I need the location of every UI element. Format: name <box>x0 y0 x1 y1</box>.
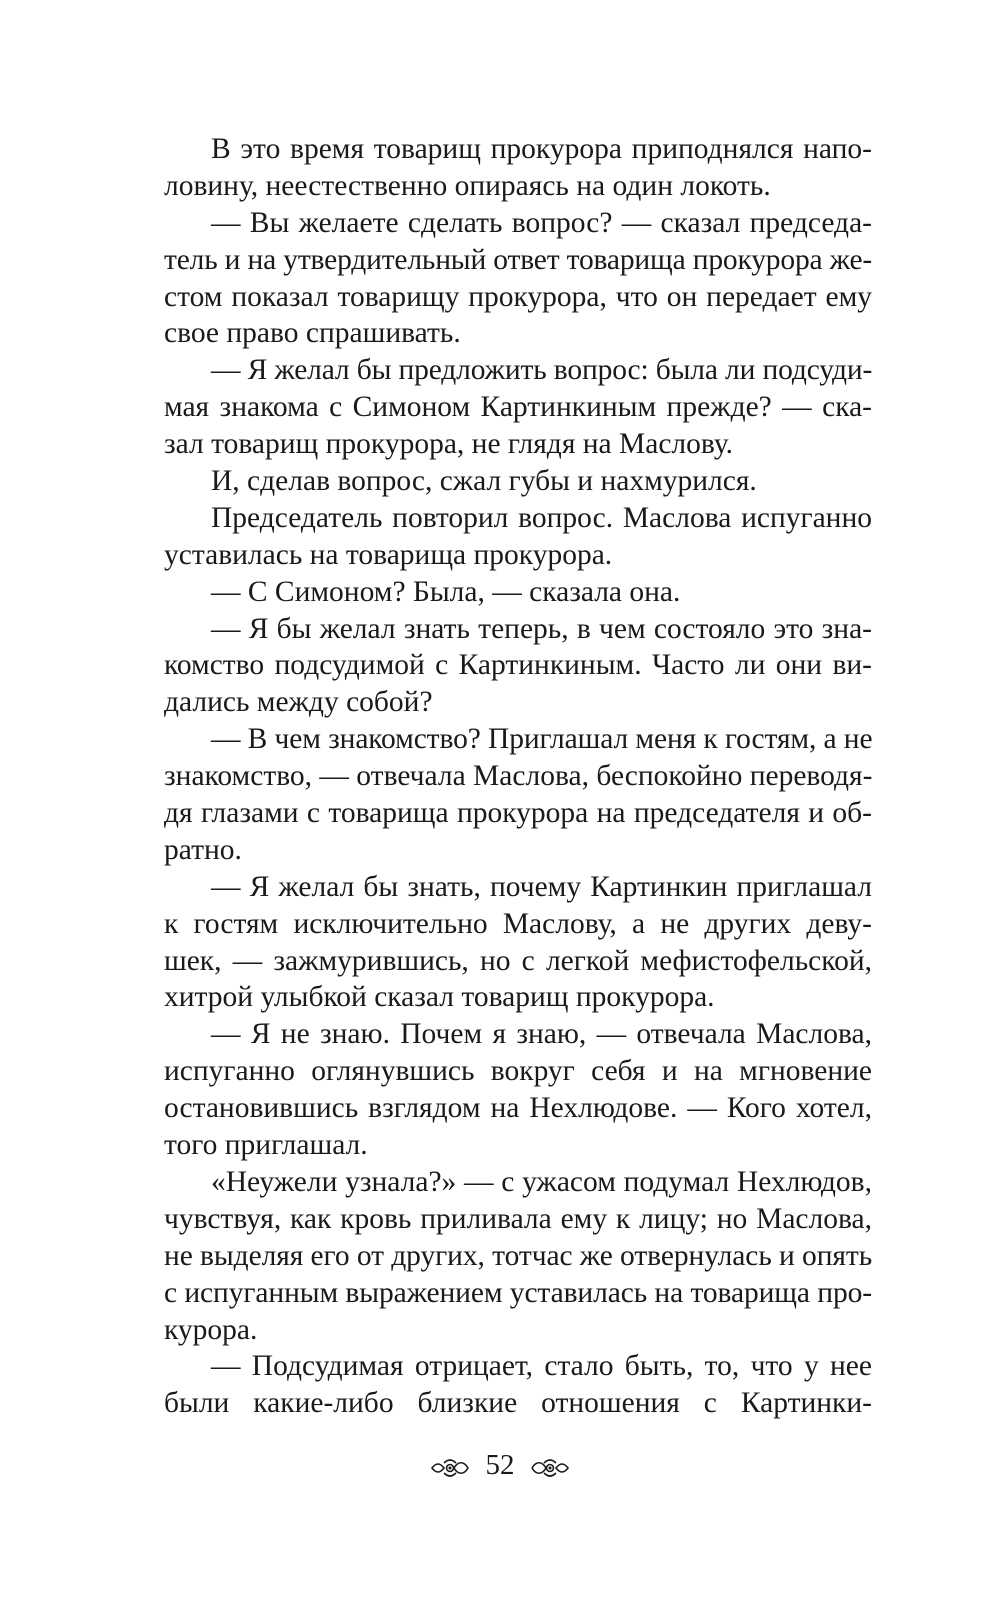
body-text <box>164 131 872 1422</box>
text-line: ратно. <box>164 833 242 866</box>
text-line: — В чем знакомство? Приглашал меня к гостям, а не <box>211 723 873 756</box>
text-line: курора. <box>164 1313 258 1346</box>
text-line: не выделяя его от других, тотчас же отвернулась и опять <box>164 1239 873 1272</box>
text-line: остановившись взглядом на Нехлюдове. — Кого хотел, <box>164 1092 872 1125</box>
text-line: «Неужели узнала?» — с ужасом подумал Нехлюдов, <box>211 1165 872 1198</box>
text-line: ловину, неестественно опираясь на один локоть. <box>164 169 771 202</box>
fleuron-ornament-left-icon <box>430 1454 470 1476</box>
text-line: были какие-либо близкие отношения с Картинки- <box>164 1387 872 1420</box>
text-line: стом показал товарищу прокурора, что он передает ему <box>164 280 872 313</box>
page-footer <box>0 1447 1000 1482</box>
text-line: Председатель повторил вопрос. Маслова испуганно <box>211 501 872 534</box>
fleuron-ornament-right-icon <box>530 1454 570 1476</box>
text-line: И, сделав вопрос, сжал губы и нахмурился. <box>211 465 757 498</box>
text-line: зал товарищ прокурора, не глядя на Маслову. <box>164 428 733 461</box>
text-line: — Подсудимая отрицает, стало быть, то, что у нее <box>211 1350 872 1383</box>
text-line: комство подсудимой с Картинкиным. Часто ли они ви- <box>164 649 872 682</box>
text-line: того приглашал. <box>164 1129 368 1162</box>
text-line: испуганно оглянувшись вокруг себя и на мгновение <box>164 1055 872 1088</box>
text-line: дались между собой? <box>164 686 433 719</box>
text-line: тель и на утвердительный ответ товарища прокурора же- <box>164 243 873 276</box>
text-line: с испуганным выражением уставилась на товарища про- <box>164 1276 872 1309</box>
text-line: — Вы желаете сделать вопрос? — сказал председа- <box>211 206 872 239</box>
text-line: — Я желал бы предложить вопрос: была ли подсуди- <box>211 354 873 387</box>
text-line: — Я бы желал знать теперь, в чем состояло это зна- <box>211 612 872 645</box>
text-line: чувствуя, как кровь приливала ему к лицу; но Маслова, <box>164 1202 872 1235</box>
text-line: к гостям исключительно Маслову, а не других деву- <box>164 907 872 940</box>
text-line: — С Симоном? Была, — сказала она. <box>211 575 681 608</box>
text-line: — Я желал бы знать, почему Картинкин приглашал <box>211 870 872 903</box>
text-line: шек, — зажмурившись, но с легкой мефистофельской, <box>164 944 872 977</box>
text-line: уставилась на товарища прокурора. <box>164 538 613 571</box>
text-line: хитрой улыбкой сказал товарищ прокурора. <box>164 981 715 1014</box>
text-line: знакомство, — отвечала Маслова, беспокойно переводя- <box>164 760 873 793</box>
text-line: дя глазами с товарища прокурора на председателя и об- <box>164 797 872 830</box>
text-line: свое право спрашивать. <box>164 317 461 350</box>
text-line: мая знакома с Симоном Картинкиным прежде? — ска- <box>164 391 872 424</box>
text-line: — Я не знаю. Почем я знаю, — отвечала Маслова, <box>211 1018 872 1051</box>
page-number: 52 <box>485 1448 515 1481</box>
text-line: В это время товарищ прокурора приподнялся напо- <box>211 133 872 165</box>
